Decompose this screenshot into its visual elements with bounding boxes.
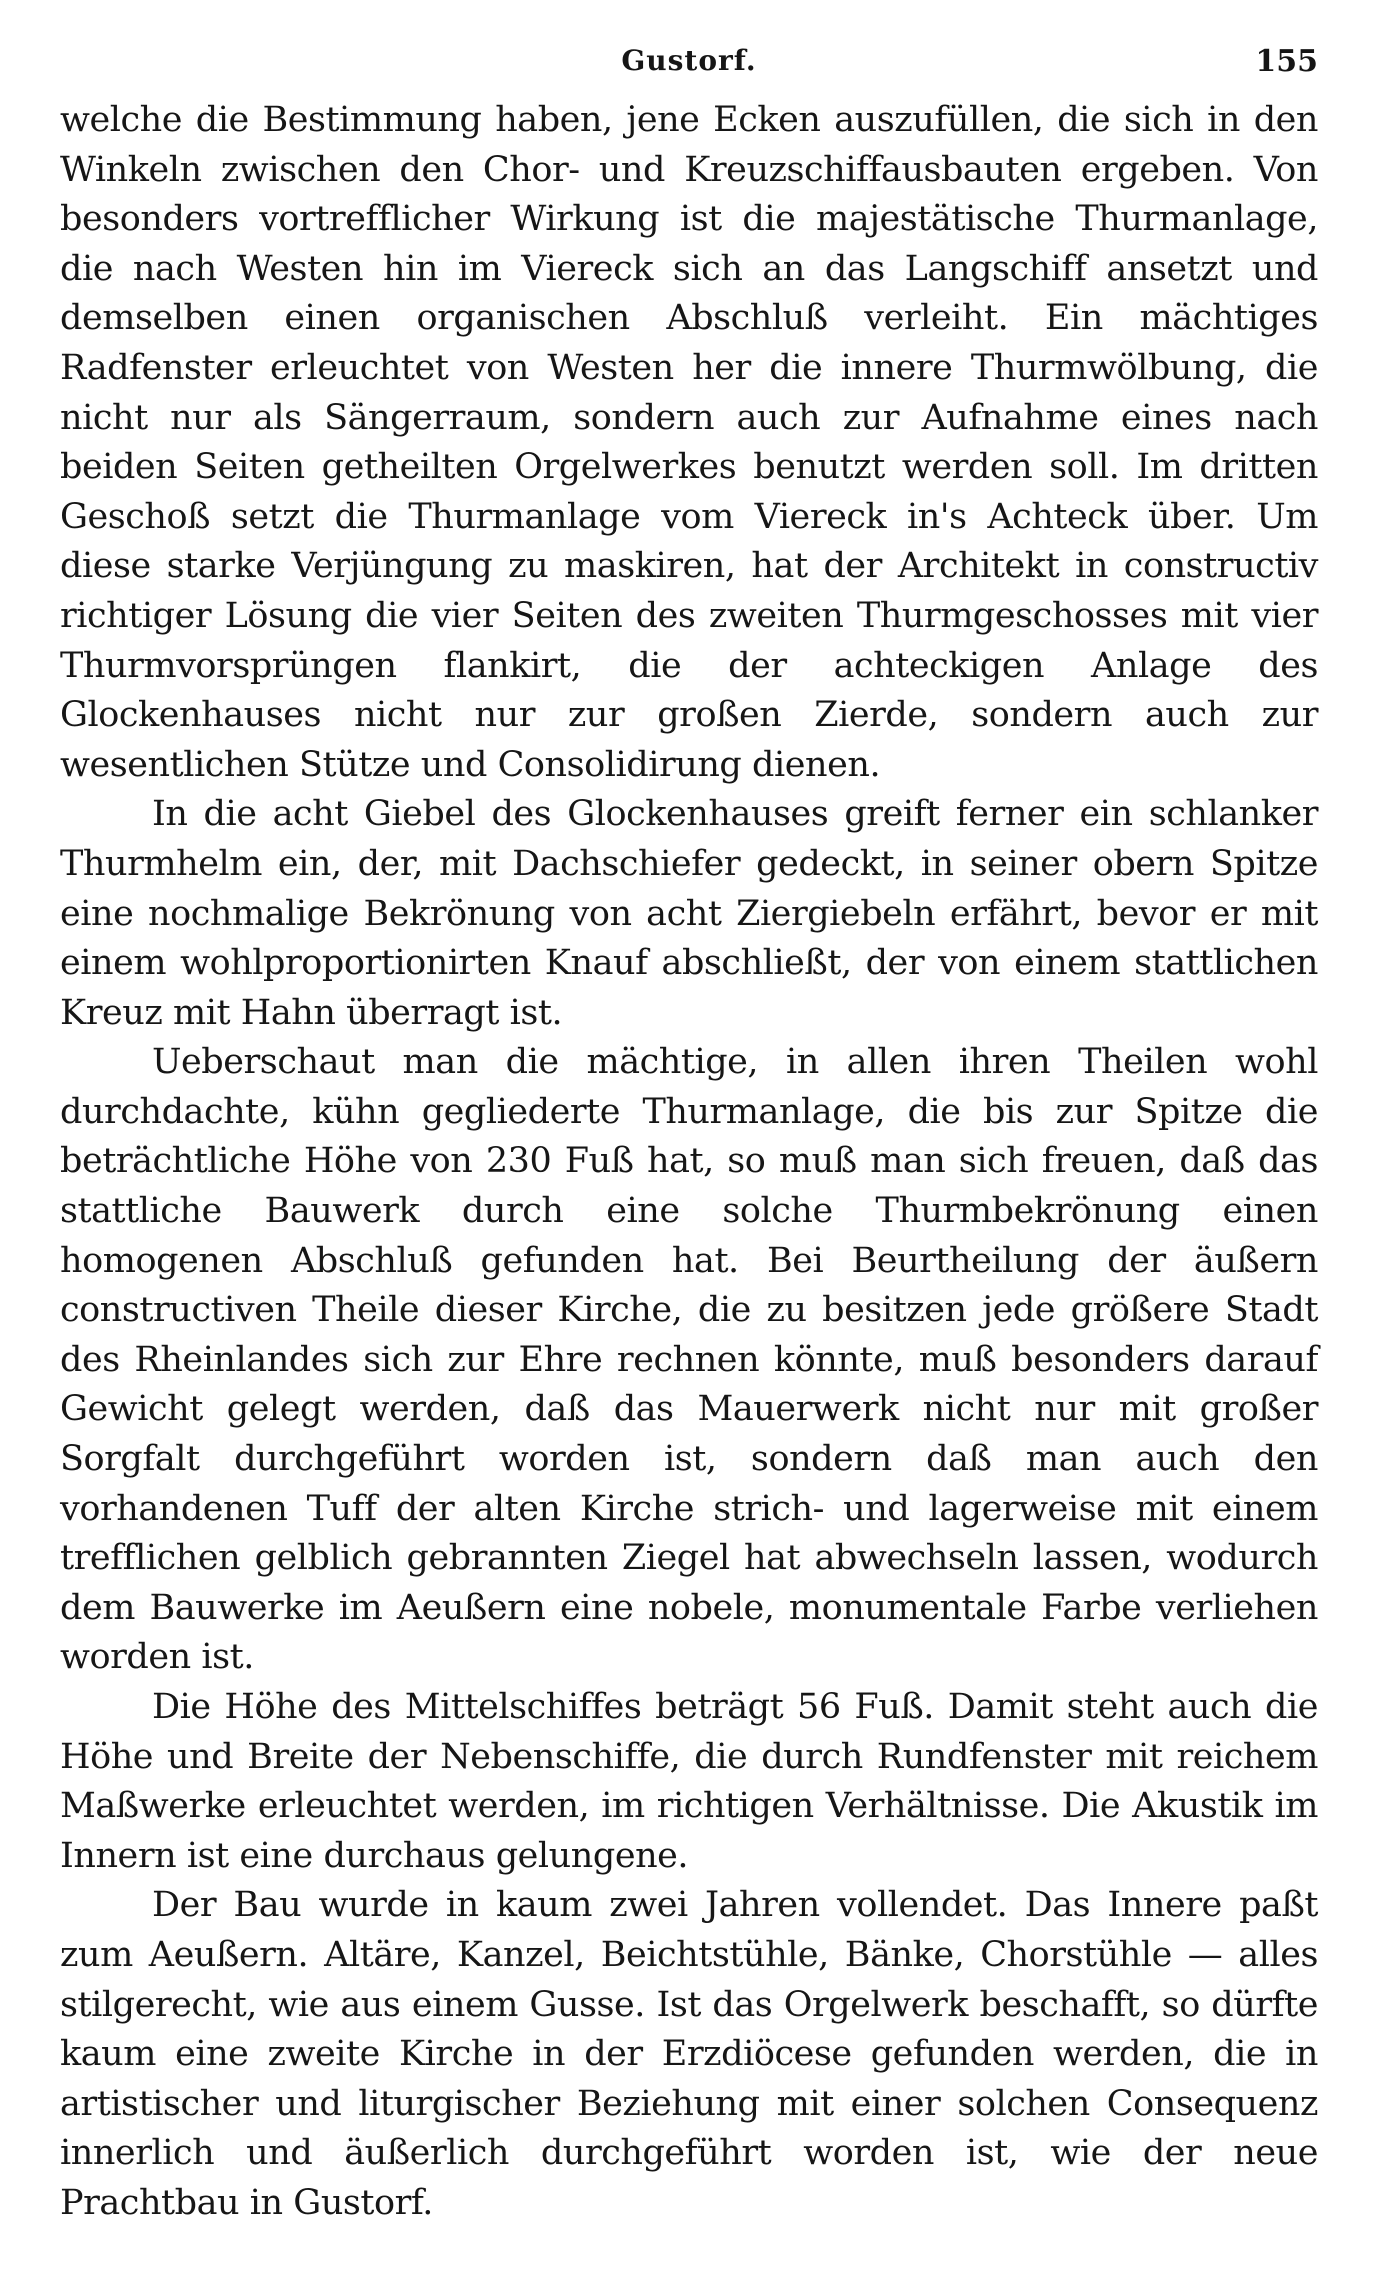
paragraph-continued: welche die Bestimmung haben, jene Ecken auszufüllen, die sich in den Winkeln zwischen den Chor- und Kreuzschiffausbauten ergeben. Von besonders vortrefflicher Wirkung ist die majestätische Thurmanlage, die nach Westen hin im Viereck sich an das Langschiff ansetzt und demselben einen organischen Abschluß verleiht. Ein mächtiges Radfenster erleuchtet von Westen her die innere Thurmwölbung, die nicht nur als Sängerraum, sondern auch zur Aufnahme eines nach beiden Seiten getheilten Orgelwerkes benutzt werden soll. Im dritten Geschoß setzt die Thurmanlage vom Viereck in's Achteck über. Um diese starke Verjüngung zu maskiren, hat der Architekt in constructiv richtiger Lösung die vier Seiten des zweiten Thurmgeschosses mit vier Thurmvorsprüngen flankirt, die der achteckigen Anlage des Glockenhauses nicht nur zur großen Zierde, sondern auch zur wesentlichen Stütze und Consolidirung dienen.	[60, 100, 1318, 785]
paragraph-bau: Der Bau wurde in kaum zwei Jahren vollendet. Das Innere paßt zum Aeußern. Altäre, Kanzel, Beichtstühle, Bänke, Chorstühle — alles stilgerecht, wie aus einem Gusse. Ist das Orgelwerk beschafft, so dürfte kaum eine zweite Kirche in der Erzdiöcese gefunden werden, die in artistischer und liturgischer Beziehung mit einer solchen Consequenz innerlich und äußerlich durchgeführt worden ist, wie der neue Prachtbau in Gustorf.	[60, 1885, 1318, 2223]
running-title: Gustorf.	[621, 44, 757, 77]
paragraph-mittelschiff: Die Höhe des Mittelschiffes beträgt 56 Fuß. Damit steht auch die Höhe und Breite der Nebenschiffe, die durch Rundfenster mit reichem Maßwerke erleuchtet werden, im richtigen Verhältnisse. Die Akustik im Innern ist eine durchaus gelungene.	[60, 1687, 1318, 1876]
paragraph-thurmanlage: Ueberschaut man die mächtige, in allen ihren Theilen wohl durchdachte, kühn gegliederte Thurmanlage, die bis zur Spitze die beträchtliche Höhe von 230 Fuß hat, so muß man sich freuen, daß das stattliche Bauwerk durch eine solche Thurmbekrönung einen homogenen Abschluß gefunden hat. Bei Beurtheilung der äußern constructiven Theile dieser Kirche, die zu besitzen jede größere Stadt des Rheinlandes sich zur Ehre rechnen könnte, muß besonders darauf Gewicht gelegt werden, daß das Mauerwerk nicht nur mit großer Sorgfalt durchgeführt worden ist, sondern daß man auch den vorhandenen Tuff der alten Kirche strich- und lagerweise mit einem trefflichen gelblich gebrannten Ziegel hat abwechseln lassen, wodurch dem Bauwerke im Aeußern eine nobele, monumentale Farbe verliehen worden ist.	[60, 1042, 1318, 1678]
page-number: 155	[1255, 44, 1318, 79]
paragraph-thurmhelm: In die acht Giebel des Glockenhauses greift ferner ein schlanker Thurmhelm ein, der, mit Dachschiefer gedeckt, in seiner obern Spitze eine nochmalige Bekrönung von acht Ziergiebeln erfährt, bevor er mit einem wohlproportionirten Knauf abschließt, der von einem stattlichen Kreuz mit Hahn überragt ist.	[60, 794, 1318, 1033]
body-text	[60, 96, 1318, 2229]
running-head	[60, 44, 1318, 84]
